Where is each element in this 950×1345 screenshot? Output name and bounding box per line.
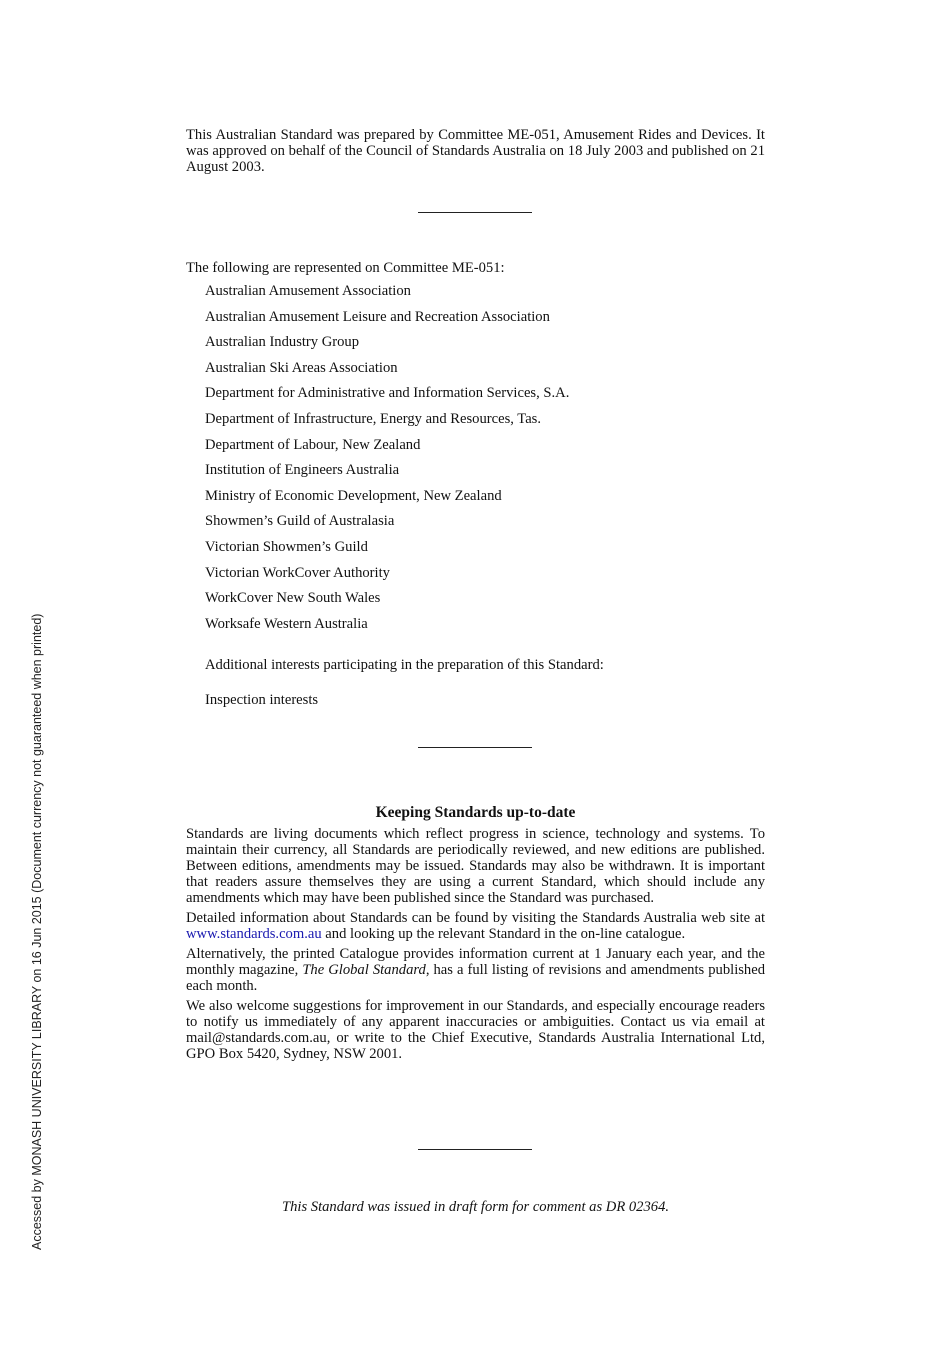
list-item: Australian Amusement Association <box>205 283 411 299</box>
text: Detailed information about Standards can be found by visiting the Standards Australia web site at <box>186 910 765 926</box>
list-item: Australian Industry Group <box>205 334 360 351</box>
additional-interests: Inspection interests <box>205 692 319 708</box>
list-item: Victorian Showmen’s Guild <box>205 538 368 555</box>
list-item: Australian Amusement Leisure and Recreation Association <box>205 308 550 325</box>
text: , has a full listing of revisions and amendments published each month. <box>186 962 765 994</box>
access-watermark: Accessed by MONASH UNIVERSITY LIBRARY on 16 Jun 2015 (Document currency not guaranteed when printed) <box>30 613 44 1250</box>
list-item: WorkCover New South Wales <box>205 590 381 607</box>
paragraph-web-site <box>186 910 765 942</box>
preparation-note: This Australian Standard was prepared by Committee ME-051, Amusement Rides and Devices. It was approved on behalf of the Council of Standards Australia on 18 July 2003 and published on 21 August 2003. <box>186 127 765 175</box>
keeping-standards-body <box>186 826 765 1066</box>
paragraph-suggestions: We also welcome suggestions for improvement in our Standards, and especially encourage readers to notify us immediately of any apparent inaccuracies or ambiguities. Contact us via email at mail@standards.com.au, or write to the Chief Executive, Standards Australia International Ltd, GPO Box 5420, Sydney, NSW 2001. <box>186 998 765 1062</box>
list-item: Showmen’s Guild of Australasia <box>205 513 395 530</box>
draft-note: This Standard was issued in draft form for comment as DR 02364. <box>281 1199 670 1215</box>
list-item: Department for Administrative and Information Services, S.A. <box>205 385 570 402</box>
committee-intro: The following are represented on Committee ME-051: <box>186 260 505 276</box>
divider-3 <box>418 1149 532 1150</box>
divider-2 <box>418 747 532 748</box>
list-item: Department of Infrastructure, Energy and Resources, Tas. <box>205 410 542 427</box>
list-item: Institution of Engineers Australia <box>205 462 400 479</box>
committee-member-list <box>205 282 569 640</box>
section-heading: Keeping Standards up-to-date <box>375 804 576 821</box>
standards-website-link[interactable]: www.standards.com.au <box>186 926 322 942</box>
additional-interests-intro: Additional interests participating in the preparation of this Standard: <box>205 657 604 673</box>
magazine-title: The Global Standard <box>302 962 426 978</box>
divider-1 <box>418 212 532 213</box>
list-item: Ministry of Economic Development, New Zealand <box>205 487 502 504</box>
text: and looking up the relevant Standard in the on-line catalogue. <box>321 926 686 942</box>
paragraph-catalogue <box>186 946 765 994</box>
list-item: Australian Ski Areas Association <box>205 359 398 376</box>
list-item: Worksafe Western Australia <box>205 615 368 632</box>
list-item: Department of Labour, New Zealand <box>205 436 421 453</box>
list-item: Victorian WorkCover Authority <box>205 564 390 581</box>
text: Alternatively, the printed Catalogue provides information current at 1 January each year, and the monthly magazine, <box>186 946 765 978</box>
paragraph-living-documents: Standards are living documents which reflect progress in science, technology and systems. To maintain their currency, all Standards are periodically reviewed, and new editions are published. Between editions, amendments may be issued. Standards may also be withdrawn. It is important that readers assure themselves they are using a current Standard, which should include any amendments which may have been published since the Standard was purchased. <box>186 826 765 906</box>
